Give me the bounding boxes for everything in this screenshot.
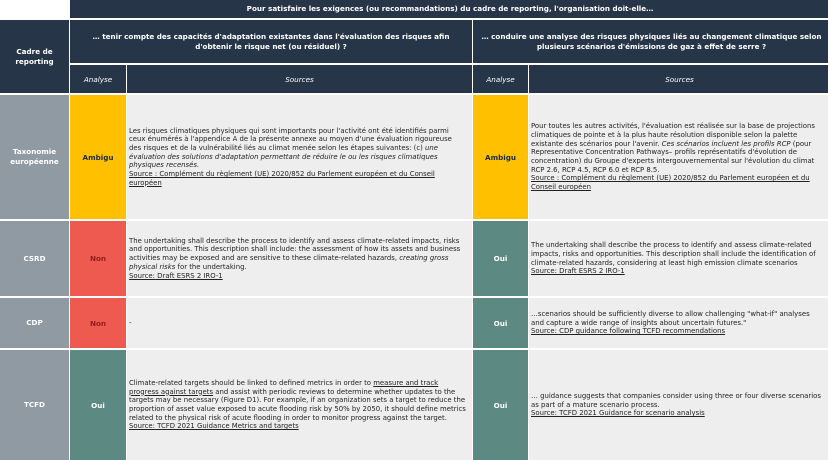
source-tcfd-q2: … guidance suggests that companies consider using three or four diverse scenarios as part of a mature scenario process. Source: TCFD 2021 Guidance for scenario analysis: [529, 350, 828, 460]
status-csrd-q1: Non: [70, 221, 126, 296]
main-title: Pour satisfaire les exigences (ou recommandations) du cadre de reporting, l'organisation doit-elle…: [70, 0, 828, 18]
source-link-csrd-q2[interactable]: Source: Draft ESRS 2 IRO-1: [531, 267, 625, 276]
status-csrd-q2: Oui: [473, 221, 528, 296]
source-link-taxonomie-q2[interactable]: Source : Complément du règlement (UE) 2020/852 du Parlement européen et du Conseil européen: [531, 174, 810, 192]
corner-blank: [0, 0, 69, 18]
source-taxonomie-q2: Pour toutes les autres activités, l'évaluation est réalisée sur la base de projections climatiques de pointe et à la plus haute résolution disponible selon la palette existante des scénarios pour l'avenir. Ces scénarios incluent les profils RCP (pour Representative Concentration Pathways– profils représentatifs d'évolution de concentration) du Groupe d'experts intergouvernemental sur l'évolution du climat RCP 2.6, RCP 4.5, RCP 6.0 et RCP 8.5. Source : Complément du règlement (UE) 2020/852 du Parlement européen et du Conseil européen: [529, 95, 828, 219]
status-tcfd-q1: Oui: [70, 350, 126, 460]
source-link-taxonomie-q1[interactable]: Source : Complément du règlement (UE) 2020/852 du Parlement européen et du Conseil européen: [129, 170, 435, 187]
row-label-tcfd: TCFD: [0, 350, 69, 460]
analyse-header-1: Analyse: [70, 65, 126, 93]
status-taxonomie-q2: Ambigu: [473, 95, 528, 219]
analyse-header-2: Analyse: [473, 65, 528, 93]
source-link-csrd-q1[interactable]: Source: Draft ESRS 2 IRO-1: [129, 271, 223, 280]
row-header: Cadre de reporting: [0, 20, 69, 93]
source-taxonomie-q1: Les risques climatiques physiques qui sont importants pour l'activité ont été identifiés parmi ceux énumérés à l'appendice A de la présente annexe au moyen d'une évaluation rigoureuse des risques et de la vulnérabilité liés au climat menée selon les étapes suivantes: (c) une évaluation des solutions d'adaptation permettant de réduire le ou les risques climatiques physiques recensés. Source : Complément du règlement (UE) 2020/852 du Parlement européen et du Conseil européen: [127, 95, 472, 219]
source-link-tcfd-q1[interactable]: Source: TCFD 2021 Guidance Metrics and targets: [129, 422, 299, 431]
row-label-cdp: CDP: [0, 298, 69, 348]
status-tcfd-q2: Oui: [473, 350, 528, 460]
row-label-csrd: CSRD: [0, 221, 69, 296]
sources-header-1: Sources: [127, 65, 472, 93]
status-cdp-q2: Oui: [473, 298, 528, 348]
row-label-taxonomie: Taxonomie européenne: [0, 95, 69, 219]
question-1-header: … tenir compte des capacités d'adaptation existantes dans l'évaluation des risques afin d'obtenir le risque net (ou résiduel) ?: [70, 20, 472, 63]
source-csrd-q1: The undertaking shall describe the process to identify and assess climate-related impacts, risks and opportunities. This description shall include: the assessment of how its assets and business activities may be exposed and are sensitive to these climate-related hazards, creating gross physical risks for the undertaking. Source: Draft ESRS 2 IRO-1: [127, 221, 472, 296]
source-link-tcfd-q2[interactable]: Source: TCFD 2021 Guidance for scenario analysis: [531, 409, 705, 418]
source-tcfd-q1: Climate-related targets should be linked to defined metrics in order to measure and track progress against targets and assist with periodic reviews to determine whether updates to the targets may be necessary (Figure D1). For example, if an organization sets a target to reduce the proportion of asset value exposed to acute flooding risk by 50% by 2050, it should define metrics related to the physical risk of acute flooding in order to monitor progress against the target. Source: TCFD 2021 Guidance Metrics and targets: [127, 350, 472, 460]
source-cdp-q1: -: [127, 298, 472, 348]
status-taxonomie-q1: Ambigu: [70, 95, 126, 219]
question-2-header: … conduire une analyse des risques physiques liés au changement climatique selon plusieurs scénarios d'émissions de gaz à effet de serre ?: [473, 20, 828, 63]
status-cdp-q1: Non: [70, 298, 126, 348]
source-cdp-q2: …scenarios should be sufficiently diverse to allow challenging "what-if" analyses and capture a wide range of insights about uncertain futures." Source: CDP guidance following TCFD recommendations: [529, 298, 828, 348]
source-link-cdp-q2[interactable]: Source: CDP guidance following TCFD recommendations: [531, 327, 726, 336]
source-csrd-q2: The undertaking shall describe the process to identify and assess climate-related impacts, risks and opportunities. This description shall include the identification of climate-related hazards, considering at least high emission climate scenarios Source: Draft ESRS 2 IRO-1: [529, 221, 828, 296]
sources-header-2: Sources: [529, 65, 828, 93]
